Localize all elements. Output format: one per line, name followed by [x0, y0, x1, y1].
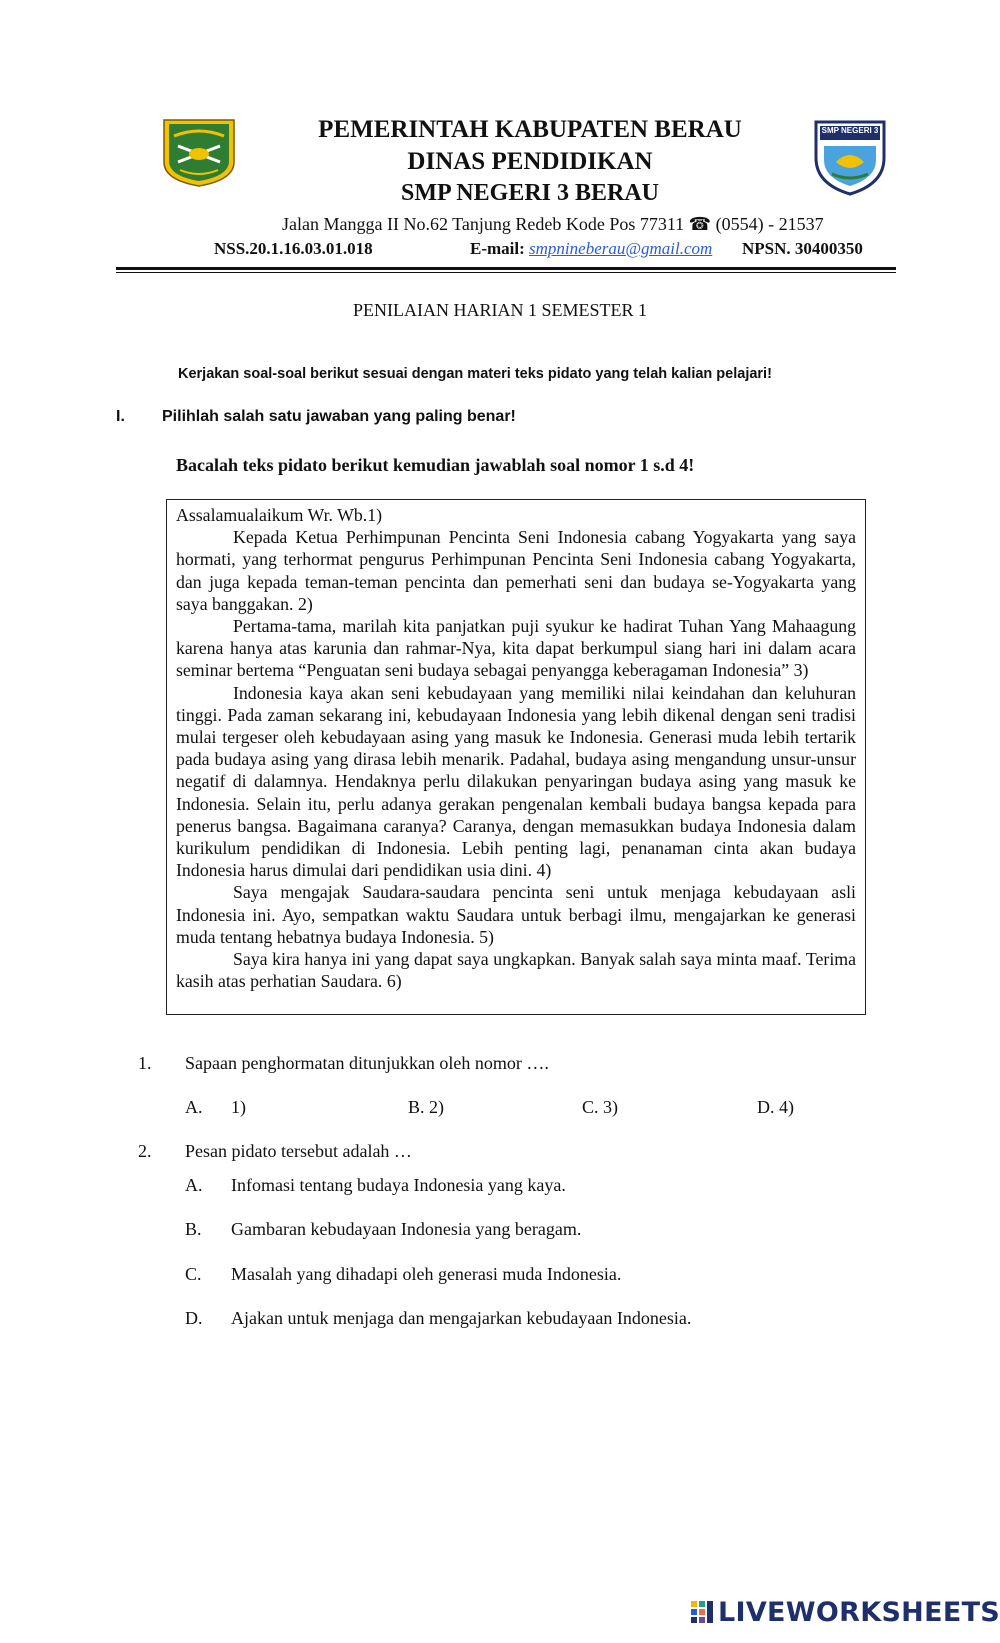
option-b[interactable] — [408, 1097, 444, 1118]
question-text: Pesan pidato tersebut adalah … — [185, 1141, 412, 1161]
speech-paragraph: Kepada Ketua Perhimpunan Pencinta Seni Indonesia cabang Yogyakarta yang saya hormati, yang terhormat pengurus Perhimpunan Pencinta Seni Indonesia cabang Yogyakarta, dan juga kepada teman-teman pencinta dan pemerhati seni dan budaya se-Yogyakarta yang saya banggakan. 2) — [176, 527, 856, 614]
header-department: DINAS PENDIDIKAN — [407, 148, 653, 175]
question-number: 2. — [138, 1141, 152, 1161]
header-school: SMP NEGERI 3 BERAU — [400, 180, 660, 206]
option-a-text[interactable]: 1) — [231, 1097, 246, 1117]
speech-text-box — [166, 499, 866, 1015]
nss-number: NSS.20.1.16.03.01.018 — [214, 239, 373, 258]
school-address: Jalan Mangga II No.62 Tanjung Redeb Kode Pos 77311 ☎ (0554) - 21537 — [282, 214, 824, 234]
option-text: 3) — [603, 1097, 619, 1117]
option-label: B. — [408, 1097, 425, 1117]
option-b-label[interactable]: B. — [185, 1219, 202, 1239]
section-title: Pilihlah salah satu jawaban yang paling benar! — [162, 408, 516, 425]
option-label: C. — [582, 1097, 599, 1117]
section-number: I. — [116, 408, 125, 425]
option-b-text[interactable]: Gambaran kebudayaan Indonesia yang beragam. — [231, 1219, 582, 1239]
option-c-label[interactable]: C. — [185, 1264, 202, 1284]
email-label: E-mail: — [470, 239, 530, 258]
email-line — [470, 239, 712, 259]
option-d[interactable] — [757, 1097, 794, 1118]
speech-paragraph: Saya kira hanya ini yang dapat saya ungkapkan. Banyak salah saya minta maaf. Terima kasih atas perhatian Saudara. 6) — [176, 949, 856, 992]
option-d-label[interactable]: D. — [185, 1308, 203, 1328]
school-crest-label: SMP NEGERI 3 — [821, 126, 879, 135]
question-number: 1. — [138, 1053, 152, 1073]
option-label: D. — [757, 1097, 775, 1117]
speech-paragraph: Indonesia kaya akan seni kebudayaan yang memiliki nilai keindahan dan keluhuran tinggi. Pada zaman sekarang ini, kebudayaan Indonesia yang lebih dikenal dengan seni tradisi mulai tergeser oleh kebudayaan asing yang masuk ke Indonesia. Generasi muda lebih tertarik pada budaya asing yang dirasa lebih menarik. Padahal, budaya asing mengandung unsur-unsur negatif di dalamnya. Hendaknya perlu dilakukan penyaringan budaya asing yang masuk ke Indonesia. Selain itu, perlu adanya gerakan pengenalan kembali budaya bangsa kepada para penerus bangsa. Bagaimana caranya? Caranya, dengan memasukkan budaya Indonesia dalam kurikulum pendidikan di Indonesia. Lebih penting lagi, penanaman cinta akan budaya Indonesia harus dimulai dari pendidikan usia dini. 4) — [176, 682, 856, 881]
header-government: PEMERINTAH KABUPATEN BERAU — [318, 116, 742, 143]
berau-regency-crest-icon — [160, 118, 238, 188]
npsn-number: NPSN. 30400350 — [742, 239, 863, 258]
option-a-label[interactable]: A. — [185, 1175, 203, 1195]
option-a-label[interactable]: A. — [185, 1097, 203, 1117]
header-divider-thick — [116, 267, 896, 270]
general-instruction: Kerjakan soal-soal berikut sesuai dengan materi teks pidato yang telah kalian pelajari! — [178, 366, 772, 382]
option-d-text[interactable]: Ajakan untuk menjaga dan mengajarkan kebudayaan Indonesia. — [231, 1308, 692, 1328]
option-text: 4) — [779, 1097, 794, 1117]
header-divider-thin — [116, 272, 896, 273]
liveworksheets-wordmark: LIVEWORKSHEETS — [718, 1597, 1000, 1628]
option-text: 2) — [429, 1097, 445, 1117]
liveworksheets-logo — [690, 1597, 1000, 1628]
option-c[interactable] — [582, 1097, 618, 1118]
option-c-text[interactable]: Masalah yang dihadapi oleh generasi muda Indonesia. — [231, 1264, 622, 1284]
exam-title: PENILAIAN HARIAN 1 SEMESTER 1 — [353, 300, 647, 320]
question-text: Sapaan penghormatan ditunjukkan oleh nomor …. — [185, 1053, 549, 1073]
liveworksheets-grid-icon — [690, 1600, 714, 1624]
speech-paragraph: Assalamualaikum Wr. Wb.1) — [176, 505, 383, 525]
speech-paragraph: Saya mengajak Saudara-saudara pencinta seni untuk menjaga kebudayaan asli Indonesia ini. Ayo, sempatkan waktu Saudara untuk berbagi ilmu, mengajarkan ke generasi muda tentang hebatnya budaya Indonesia. 5) — [176, 882, 856, 947]
speech-paragraph: Pertama-tama, marilah kita panjatkan puji syukur ke hadirat Tuhan Yang Mahaagung karena hanya atas karunia dan rahmar-Nya, kita dapat berkumpul siang hari ini dalam acara seminar bertema “Penguatan seni budaya sebagai penyangga keberagaman Indonesia” 3) — [176, 616, 856, 681]
option-a-text[interactable]: Infomasi tentang budaya Indonesia yang kaya. — [231, 1175, 566, 1195]
email-link[interactable]: smpnineberau@gmail.com — [529, 239, 713, 258]
reading-instruction: Bacalah teks pidato berikut kemudian jawablah soal nomor 1 s.d 4! — [176, 455, 695, 475]
